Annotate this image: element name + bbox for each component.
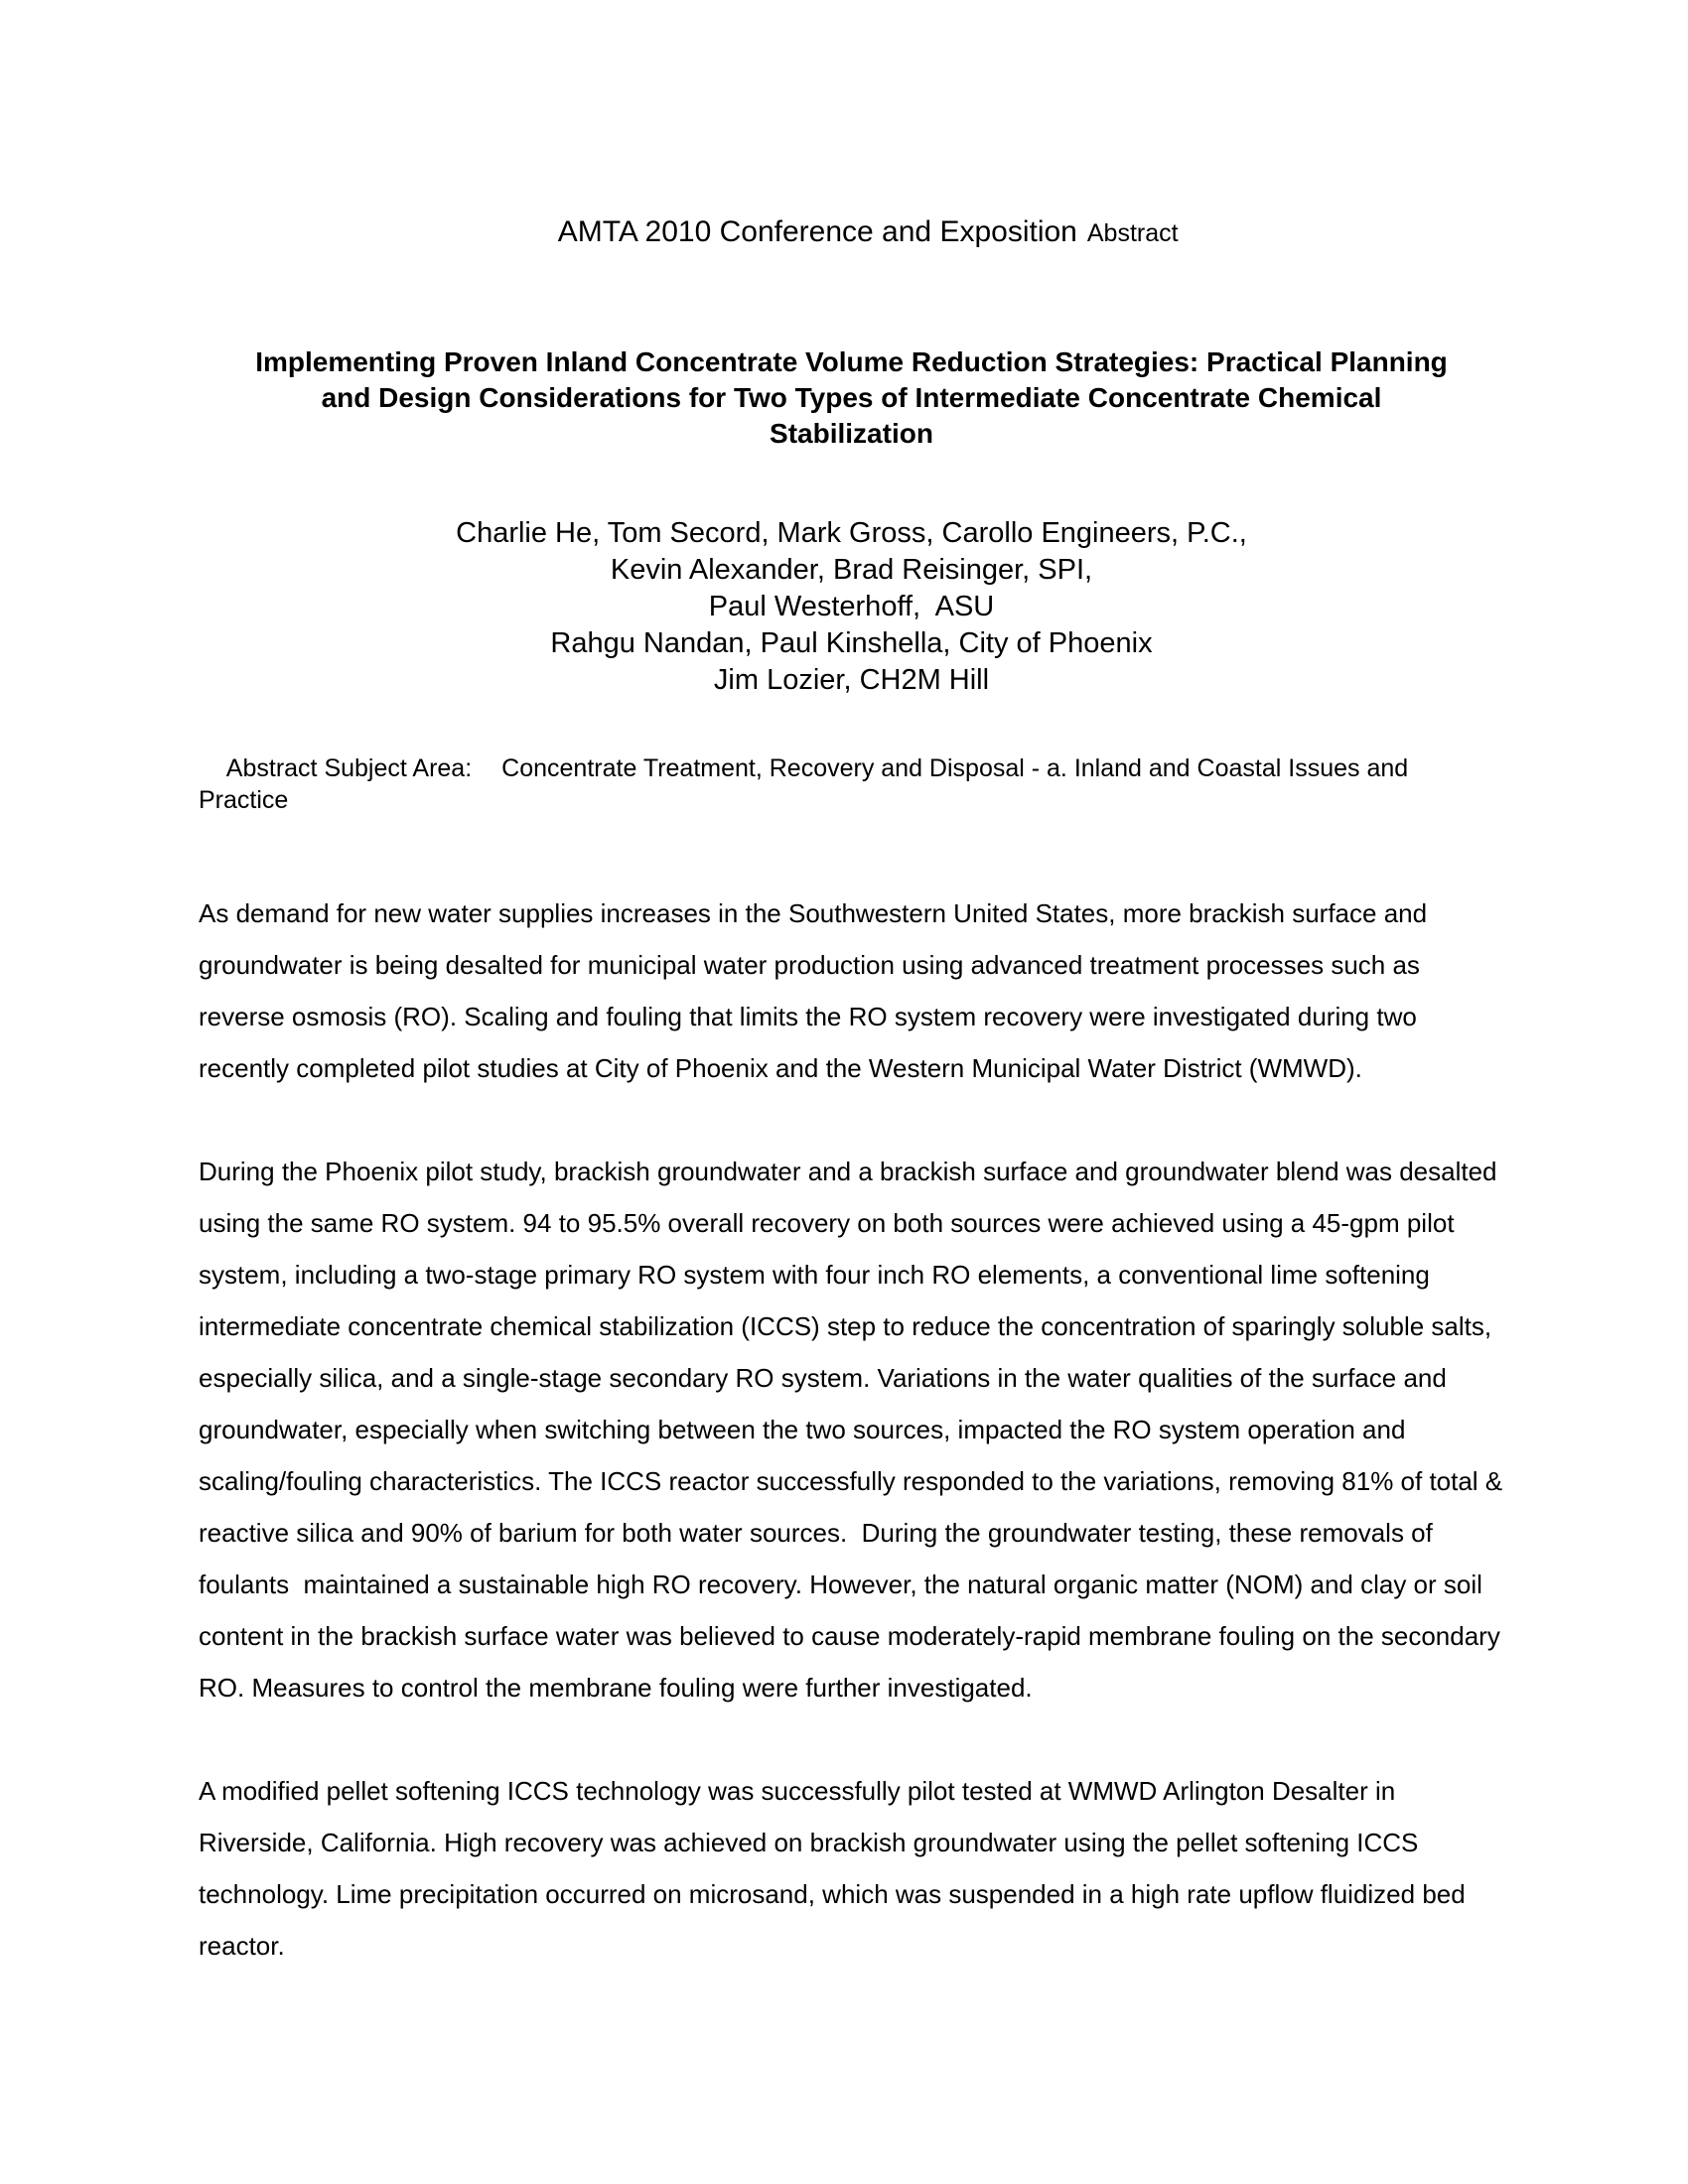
author-line: Jim Lozier, CH2M Hill — [713, 664, 990, 696]
paper-title: Implementing Proven Inland Concentrate Volume Reduction Strategies: Practical Planning and Design Considerations for Two Types of Intermediate Concentrate Chemical Stabilization — [255, 346, 1456, 449]
subject-area-label: Abstract Subject Area: — [225, 754, 473, 782]
author-block — [199, 515, 1504, 699]
abstract-body — [199, 887, 1510, 1972]
conference-title-suffix: Abstract — [1086, 219, 1179, 247]
abstract-paragraph-2: During the Phoenix pilot study, brackish groundwater and a brackish surface and groundwater blend was desalted using the same RO system. 94 to 95.5% overall recovery on both sources were achieved using a 45-gpm pilot system, including a two-stage primary RO system with four inch RO elements, a conventional lime softening intermediate concentrate chemical stabilization (ICCS) step to reduce the concentration of sparingly soluble salts, especially silica, and a single-stage secondary RO system. Variations in the water qualities of the surface and groundwater, especially when switching between the two sources, impacted the RO system operation and scaling/fouling characteristics. The ICCS reactor successfully responded to the variations, removing 81% of total & reactive silica and 90% of barium for both water sources. During the groundwater testing, these removals of foulants maintained a sustainable high RO recovery. However, the natural organic matter (NOM) and clay or soil content in the brackish surface water was believed to cause moderately-rapid membrane fouling on the secondary RO. Measures to control the membrane fouling were further investigated. — [199, 1157, 1510, 1703]
abstract-paragraph-1: As demand for new water supplies increases in the Southwestern United States, more brackish surface and groundwater is being desalted for municipal water production using advanced treatment processes such as reverse osmosis (RO). Scaling and fouling that limits the RO system recovery were investigated during two recently completed pilot studies at City of Phoenix and the Western Municipal Water District (WMWD). — [199, 898, 1435, 1083]
conference-title-main: AMTA 2010 Conference and Exposition — [557, 215, 1077, 248]
subject-area-line — [199, 721, 1504, 848]
author-line: Kevin Alexander, Brad Reisinger, SPI, — [610, 554, 1093, 586]
subject-area-value: Concentrate Treatment, Recovery and Disposal - a. Inland and Coastal Issues and Practice — [199, 754, 1416, 814]
abstract-paragraph-3: A modified pellet softening ICCS technology was successfully pilot tested at WMWD Arlington Desalter in Riverside, California. High recovery was achieved on brackish groundwater using the pellet softening ICCS technology. Lime precipitation occurred on microsand, which was suspended in a high rate upflow fluidized bed reactor. — [199, 1776, 1473, 1961]
author-line: Paul Westerhoff, ASU — [708, 591, 995, 622]
author-line: Charlie He, Tom Secord, Mark Gross, Carollo Engineers, P.C., — [456, 517, 1247, 549]
conference-title — [199, 179, 1504, 287]
author-line: Rahgu Nandan, Paul Kinshella, City of Phoenix — [550, 627, 1153, 659]
